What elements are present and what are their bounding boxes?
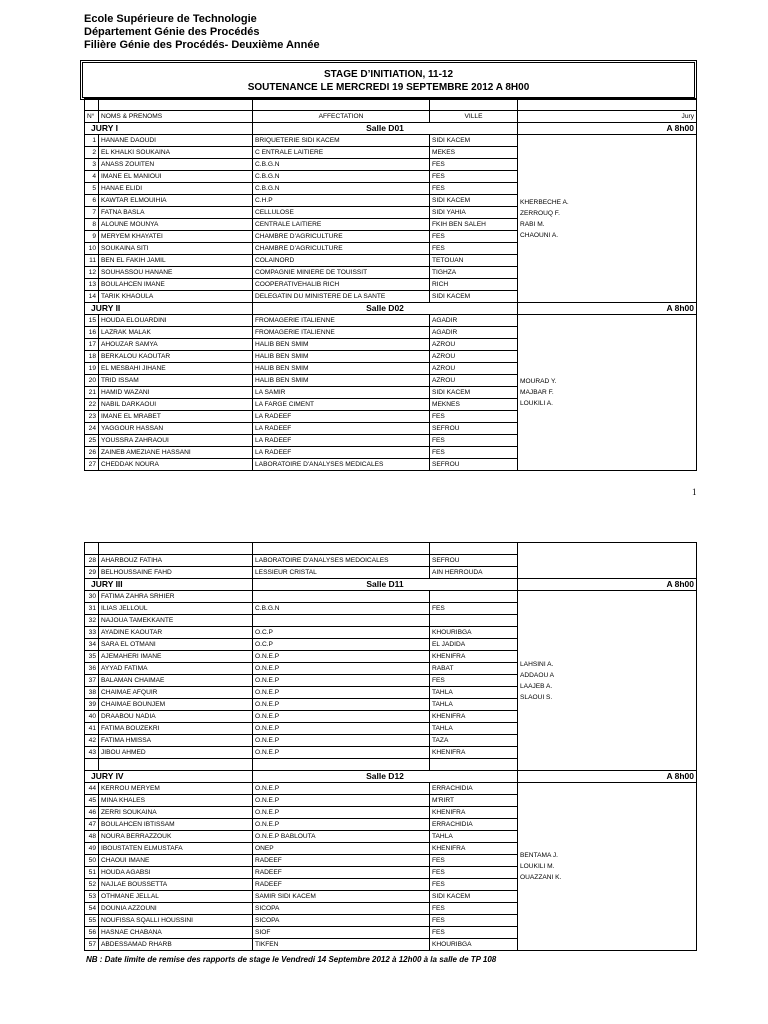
city-name: RABAT xyxy=(430,663,518,675)
company-name: RADEEF xyxy=(253,879,430,891)
jury-member: LAHSINI A. xyxy=(520,660,554,668)
row-number: 15 xyxy=(85,315,99,327)
row-number: 14 xyxy=(85,291,99,303)
student-name: HANAE ELIDI xyxy=(99,183,253,195)
company-name: O.N.E.P xyxy=(253,795,430,807)
company-name: CHAMBRE D'AGRICULTURE xyxy=(253,243,430,255)
row-number: 30 xyxy=(85,591,99,603)
student-name: BALAMAN CHAIMAE xyxy=(99,675,253,687)
student-name: MINA KHALES xyxy=(99,795,253,807)
city-name: KHENIFRA xyxy=(430,711,518,723)
table-row xyxy=(85,591,697,603)
student-name: IMANE EL MRABET xyxy=(99,411,253,423)
company-name: SICOPA xyxy=(253,903,430,915)
city-name: SIDI KACEM xyxy=(430,195,518,207)
student-name: IMANE EL MANIOUI xyxy=(99,171,253,183)
city-name: TAHLA xyxy=(430,723,518,735)
company-name: O.N.E.P xyxy=(253,747,430,759)
company-name: C.B.G.N xyxy=(253,171,430,183)
jury-label: JURY II xyxy=(85,303,253,315)
row-number: 40 xyxy=(85,711,99,723)
student-name: DRAABOU NADIA xyxy=(99,711,253,723)
student-name: YAGGOUR HASSAN xyxy=(99,423,253,435)
company-name: COLAINORD xyxy=(253,255,430,267)
city-name: TAHLA xyxy=(430,699,518,711)
student-name: CHAIMAE BOUNJEM xyxy=(99,699,253,711)
company-name: HALIB BEN SMIM xyxy=(253,363,430,375)
city-name: TETOUAN xyxy=(430,255,518,267)
blank-cell xyxy=(85,759,99,771)
student-name: BELHOUSSAINE FAHD xyxy=(99,567,253,579)
student-name: TRID ISSAM xyxy=(99,375,253,387)
row-number: 22 xyxy=(85,399,99,411)
city-name: TAZA xyxy=(430,735,518,747)
city-name: ERRACHIDIA xyxy=(430,819,518,831)
student-name: KAWTAR ELMOUIHIA xyxy=(99,195,253,207)
blank-cell xyxy=(99,543,253,555)
city-name: TAHLA xyxy=(430,687,518,699)
jury-members xyxy=(518,135,697,303)
city-name: FES xyxy=(430,867,518,879)
row-number: 3 xyxy=(85,159,99,171)
student-name: EL KHALKI SOUKAINA xyxy=(99,147,253,159)
company-name: RADEEF xyxy=(253,855,430,867)
row-number: 25 xyxy=(85,435,99,447)
city-name: SEFROU xyxy=(430,555,518,567)
row-number: 16 xyxy=(85,327,99,339)
row-number: 21 xyxy=(85,387,99,399)
city-name: AIN HERROUDA xyxy=(430,567,518,579)
company-name: O.C.P xyxy=(253,627,430,639)
company-name: RADEEF xyxy=(253,867,430,879)
jury-header-row xyxy=(85,771,697,783)
student-name: AJEMAHERI IMANE xyxy=(99,651,253,663)
student-name: HANANE DAOUDI xyxy=(99,135,253,147)
company-name: O.N.E.P xyxy=(253,663,430,675)
company-name: CELLULOSE xyxy=(253,207,430,219)
student-name: EL MESBAHI JIHANE xyxy=(99,363,253,375)
company-name: LABORATOIRE D'ANALYSES MEDOICALES xyxy=(253,555,430,567)
student-name: SARA EL OTMANI xyxy=(99,639,253,651)
company-name: O.C.P xyxy=(253,639,430,651)
table-row xyxy=(85,315,697,327)
student-name: DOUNIA AZZOUNI xyxy=(99,903,253,915)
company-name: HALIB BEN SMIM xyxy=(253,351,430,363)
city-name: KHENIFRA xyxy=(430,651,518,663)
row-number: 46 xyxy=(85,807,99,819)
city-name: SIDI KACEM xyxy=(430,135,518,147)
company-name: COOPERATIVEHALIB RICH xyxy=(253,279,430,291)
student-name: ABDESSAMAD RHARB xyxy=(99,939,253,951)
company-name: COMPAGNIE MINIERE DE TOUISSIT xyxy=(253,267,430,279)
city-name: FES xyxy=(430,915,518,927)
student-name: HAMID WAZANI xyxy=(99,387,253,399)
student-name: OTHMANE JELLAL xyxy=(99,891,253,903)
student-name: ZERRI SOUKAINA xyxy=(99,807,253,819)
student-name: SOUHASSOU HANANE xyxy=(99,267,253,279)
student-name: AYADINE KAOUTAR xyxy=(99,627,253,639)
row-number: 1 xyxy=(85,135,99,147)
city-name: FES xyxy=(430,603,518,615)
blank-row xyxy=(85,99,697,111)
deadline-note: NB : Date limite de remise des rapports de stage le Vendredi 14 Septembre 2012 à 12h00 à la salle de TP 108 xyxy=(86,955,497,964)
title-box xyxy=(82,62,695,98)
company-name: LA RADEEF xyxy=(253,447,430,459)
row-number: 12 xyxy=(85,267,99,279)
company-name: O.N.E.P xyxy=(253,819,430,831)
city-name: FES xyxy=(430,159,518,171)
row-number: 57 xyxy=(85,939,99,951)
student-name: BEN EL FAKIH JAMIL xyxy=(99,255,253,267)
student-name: JIBOU AHMED xyxy=(99,747,253,759)
city-name: SIDI KACEM xyxy=(430,291,518,303)
blank-cell xyxy=(430,543,518,555)
blank-cell xyxy=(99,99,253,111)
jury-member: SLAOUI S. xyxy=(520,693,553,701)
city-name: TIGHZA xyxy=(430,267,518,279)
row-number: 39 xyxy=(85,699,99,711)
blank-cell xyxy=(253,543,430,555)
jury-member: LOUKILI A. xyxy=(520,400,553,407)
city-name: KHENIFRA xyxy=(430,843,518,855)
room-label: Salle D02 xyxy=(253,303,518,315)
blank-cell xyxy=(85,99,99,111)
company-name: O.N.E.P xyxy=(253,783,430,795)
session-time: A 8h00 xyxy=(518,303,697,315)
jury-member: LOUKILI M. xyxy=(520,863,555,870)
student-name: LAZRAK MALAK xyxy=(99,327,253,339)
student-name: ILIAS JELLOUL xyxy=(99,603,253,615)
row-number: 42 xyxy=(85,735,99,747)
city-name: KHENIFRA xyxy=(430,747,518,759)
row-number: 47 xyxy=(85,819,99,831)
jury-member: CHAOUNI A. xyxy=(520,231,559,239)
row-number: 50 xyxy=(85,855,99,867)
blank-cell xyxy=(430,99,518,111)
row-number: 6 xyxy=(85,195,99,207)
city-name: FES xyxy=(430,903,518,915)
row-number: 48 xyxy=(85,831,99,843)
student-name: HOUDA ELOUARDINI xyxy=(99,315,253,327)
city-name: FES xyxy=(430,435,518,447)
company-name: DELEGATIN DU MINISTERE DE LA SANTE xyxy=(253,291,430,303)
student-name: BOULAHCEN IBTISSAM xyxy=(99,819,253,831)
blank-row xyxy=(85,543,697,555)
row-number: 27 xyxy=(85,459,99,471)
schedule-table-page-1 xyxy=(84,98,697,471)
company-name: LA RADEEF xyxy=(253,435,430,447)
company-name: HALIB BEN SMIM xyxy=(253,375,430,387)
company-name: C.H.P xyxy=(253,195,430,207)
company-name: LA SAMIR xyxy=(253,387,430,399)
student-name: ALOUNE MOUNYA xyxy=(99,219,253,231)
city-name: AGADIR xyxy=(430,315,518,327)
room-label: Salle D01 xyxy=(253,123,518,135)
city-name: KHOURIBGA xyxy=(430,627,518,639)
city-name xyxy=(430,615,518,627)
company-name: SAMIR SIDI KACEM xyxy=(253,891,430,903)
city-name: SIDI KACEM xyxy=(430,387,518,399)
student-name: BOULAHCEN IMANE xyxy=(99,279,253,291)
city-name xyxy=(430,591,518,603)
company-name: HALIB BEN SMIM xyxy=(253,339,430,351)
row-number: 23 xyxy=(85,411,99,423)
session-time: A 8h00 xyxy=(518,579,697,591)
jury-header-row xyxy=(85,303,697,315)
row-number: 11 xyxy=(85,255,99,267)
jury-label: JURY I xyxy=(85,123,253,135)
company-name: O.N.E.P xyxy=(253,735,430,747)
company-name: O.N.E.P xyxy=(253,651,430,663)
city-name: KHOURIBGA xyxy=(430,939,518,951)
company-name: C.B.G.N xyxy=(253,183,430,195)
city-name: SEFROU xyxy=(430,423,518,435)
session-time: A 8h00 xyxy=(518,123,697,135)
row-number: 44 xyxy=(85,783,99,795)
col-header-num: N° xyxy=(85,111,99,123)
company-name xyxy=(253,615,430,627)
company-name: LA FARGE CIMENT xyxy=(253,399,430,411)
city-name: KHENIFRA xyxy=(430,807,518,819)
student-name: IBOUSTATEN ELMUSTAFA xyxy=(99,843,253,855)
company-name: O.N.E.P BABLOUTA xyxy=(253,831,430,843)
company-name: CENTRALE LAITIERE xyxy=(253,219,430,231)
row-number: 13 xyxy=(85,279,99,291)
row-number: 43 xyxy=(85,747,99,759)
city-name: SIDI YAHIA xyxy=(430,207,518,219)
student-name: NOURA BERRAZZOUK xyxy=(99,831,253,843)
company-name: O.N.E.P xyxy=(253,675,430,687)
program-name: Filière Génie des Procédés- Deuxième Année xyxy=(84,39,320,51)
company-name: C ENTRALE LAITIERE xyxy=(253,147,430,159)
student-name: BERKALOU KAOUTAR xyxy=(99,351,253,363)
row-number: 2 xyxy=(85,147,99,159)
city-name: AZROU xyxy=(430,351,518,363)
row-number: 41 xyxy=(85,723,99,735)
company-name: LA RADEEF xyxy=(253,423,430,435)
company-name: TIKFEN xyxy=(253,939,430,951)
company-name: FROMAGERIE ITALIENNE xyxy=(253,315,430,327)
row-number: 36 xyxy=(85,663,99,675)
jury-member: KHERBECHE A. xyxy=(520,198,569,206)
row-number: 49 xyxy=(85,843,99,855)
jury-label: JURY III xyxy=(85,579,253,591)
jury-member: RABI M. xyxy=(520,220,545,228)
student-name: AYYAD FATIMA xyxy=(99,663,253,675)
student-name: NABIL DARKAOUI xyxy=(99,399,253,411)
city-name: AGADIR xyxy=(430,327,518,339)
city-name: SIDI KACEM xyxy=(430,891,518,903)
student-name: KERROU MERYEM xyxy=(99,783,253,795)
city-name: AZROU xyxy=(430,375,518,387)
student-name: FATNA BASLA xyxy=(99,207,253,219)
jury-members xyxy=(518,315,697,471)
row-number: 9 xyxy=(85,231,99,243)
company-name: O.N.E.P xyxy=(253,723,430,735)
student-name: NAJOUA TAMEKKANTE xyxy=(99,615,253,627)
company-name: BRIQUETERIE SIDI KACEM xyxy=(253,135,430,147)
company-name: LESSIEUR CRISTAL xyxy=(253,567,430,579)
jury-header-row xyxy=(85,123,697,135)
jury-member: LAAJEB A. xyxy=(520,682,553,690)
company-name: C.B.G.N xyxy=(253,159,430,171)
row-number: 45 xyxy=(85,795,99,807)
jury-members xyxy=(518,591,697,771)
row-number: 35 xyxy=(85,651,99,663)
row-number: 10 xyxy=(85,243,99,255)
city-name: FES xyxy=(430,231,518,243)
company-name xyxy=(253,591,430,603)
company-name: C.B.G.N xyxy=(253,603,430,615)
row-number: 28 xyxy=(85,555,99,567)
row-number: 55 xyxy=(85,915,99,927)
student-name: HOUDA AGABSI xyxy=(99,867,253,879)
company-name: SICOPA xyxy=(253,915,430,927)
jury-member: ZERROUQ F. xyxy=(520,209,560,217)
student-name: CHAIMAE AFQUIR xyxy=(99,687,253,699)
student-name: ANASS ZOUITEN xyxy=(99,159,253,171)
company-name: SIOF xyxy=(253,927,430,939)
row-number: 33 xyxy=(85,627,99,639)
table-row xyxy=(85,783,697,795)
schedule-table-page-2 xyxy=(84,542,697,951)
company-name: O.N.E.P xyxy=(253,807,430,819)
company-name: O.N.E.P xyxy=(253,687,430,699)
city-name: EL JADIDA xyxy=(430,639,518,651)
jury-member: ADDAOU A xyxy=(520,671,555,679)
jury-header-row xyxy=(85,579,697,591)
title-line-1: STAGE D’INITIATION, 11-12 xyxy=(323,69,454,80)
city-name: FES xyxy=(430,675,518,687)
city-name: AZROU xyxy=(430,363,518,375)
room-label: Salle D12 xyxy=(253,771,518,783)
company-name: CHAMBRE D'AGRICULTURE xyxy=(253,231,430,243)
city-name: TAHLA xyxy=(430,831,518,843)
city-name: FES xyxy=(430,855,518,867)
row-number: 18 xyxy=(85,351,99,363)
row-number: 56 xyxy=(85,927,99,939)
student-name: SOUKAINA SITI xyxy=(99,243,253,255)
row-number: 52 xyxy=(85,879,99,891)
city-name: FES xyxy=(430,183,518,195)
table-row xyxy=(85,135,697,147)
student-name: CHEDDAK NOURA xyxy=(99,459,253,471)
blank-cell xyxy=(99,759,253,771)
jury-member: MOURAD Y. xyxy=(520,378,557,385)
student-name: FATIMA HMISSA xyxy=(99,735,253,747)
blank-cell xyxy=(518,99,697,111)
student-name: ZAINEB AMEZIANE HASSANI xyxy=(99,447,253,459)
student-name: TARIK KHAOULA xyxy=(99,291,253,303)
row-number: 31 xyxy=(85,603,99,615)
jury-member: BENTAMA J. xyxy=(520,852,558,859)
row-number: 19 xyxy=(85,363,99,375)
company-name: O.N.E.P xyxy=(253,711,430,723)
title-line-2: SOUTENANCE LE MERCREDI 19 SEPTEMBRE 2012 A 8H00 xyxy=(247,82,530,93)
student-name: NOUFISSA SQALLI HOUSSINI xyxy=(99,915,253,927)
col-header-ville: VILLE xyxy=(430,111,518,123)
student-name: FATIMA ZAHRA SRHIER xyxy=(99,591,253,603)
row-number: 38 xyxy=(85,687,99,699)
row-number: 24 xyxy=(85,423,99,435)
department-name: Département Génie des Procédés xyxy=(84,26,260,38)
session-time: A 8h00 xyxy=(518,771,697,783)
blank-jury-cell xyxy=(518,543,697,579)
city-name: MEKNES xyxy=(430,399,518,411)
col-header-jury: Jury xyxy=(518,111,697,123)
blank-cell xyxy=(253,759,430,771)
jury-label: JURY IV xyxy=(85,771,253,783)
city-name: FES xyxy=(430,879,518,891)
school-header xyxy=(84,13,320,52)
city-name: ERRACHIDIA xyxy=(430,783,518,795)
company-name: O.N.E.P xyxy=(253,699,430,711)
company-name: FROMAGERIE ITALIENNE xyxy=(253,327,430,339)
city-name: FES xyxy=(430,927,518,939)
row-number: 5 xyxy=(85,183,99,195)
city-name: FES xyxy=(430,171,518,183)
row-number: 20 xyxy=(85,375,99,387)
row-number: 34 xyxy=(85,639,99,651)
row-number: 4 xyxy=(85,171,99,183)
col-header-name: NOMS & PRENOMS xyxy=(99,111,253,123)
row-number: 8 xyxy=(85,219,99,231)
row-number: 29 xyxy=(85,567,99,579)
city-name: FKIH BEN SALEH xyxy=(430,219,518,231)
city-name: M'RIRT xyxy=(430,795,518,807)
company-name: LA RADEEF xyxy=(253,411,430,423)
row-number: 51 xyxy=(85,867,99,879)
student-name: MERYEM KHAYATEI xyxy=(99,231,253,243)
student-name: YOUSSRA ZAHRAOUI xyxy=(99,435,253,447)
jury-member: OUAZZANI K. xyxy=(520,874,562,881)
column-header-row xyxy=(85,111,697,123)
city-name: AZROU xyxy=(430,339,518,351)
row-number: 37 xyxy=(85,675,99,687)
row-number: 26 xyxy=(85,447,99,459)
student-name: CHAOUI IMANE xyxy=(99,855,253,867)
blank-cell xyxy=(85,543,99,555)
company-name: LABORATOIRE D'ANALYSES MEDICALES xyxy=(253,459,430,471)
student-name: AHOUZAR SAMYA xyxy=(99,339,253,351)
room-label: Salle D11 xyxy=(253,579,518,591)
city-name: RICH xyxy=(430,279,518,291)
company-name: ONEP xyxy=(253,843,430,855)
row-number: 53 xyxy=(85,891,99,903)
city-name: FES xyxy=(430,243,518,255)
row-number: 54 xyxy=(85,903,99,915)
jury-member: MAJBAR F. xyxy=(520,389,554,396)
student-name: FATIMA BOUZEKRI xyxy=(99,723,253,735)
student-name: AHARBOUZ FATIHA xyxy=(99,555,253,567)
city-name: FES xyxy=(430,411,518,423)
city-name: SEFROU xyxy=(430,459,518,471)
page-number: 1 xyxy=(692,487,697,497)
jury-members xyxy=(518,783,697,951)
city-name: MEKES xyxy=(430,147,518,159)
row-number: 32 xyxy=(85,615,99,627)
city-name: FES xyxy=(430,447,518,459)
blank-cell xyxy=(253,99,430,111)
col-header-affectation: AFFECTATION xyxy=(253,111,430,123)
blank-cell xyxy=(430,759,518,771)
student-name: HASNAE CHABANA xyxy=(99,927,253,939)
school-name: Ecole Supérieure de Technologie xyxy=(84,13,257,25)
row-number: 17 xyxy=(85,339,99,351)
student-name: NAJLAE BOUSSETTA xyxy=(99,879,253,891)
row-number: 7 xyxy=(85,207,99,219)
